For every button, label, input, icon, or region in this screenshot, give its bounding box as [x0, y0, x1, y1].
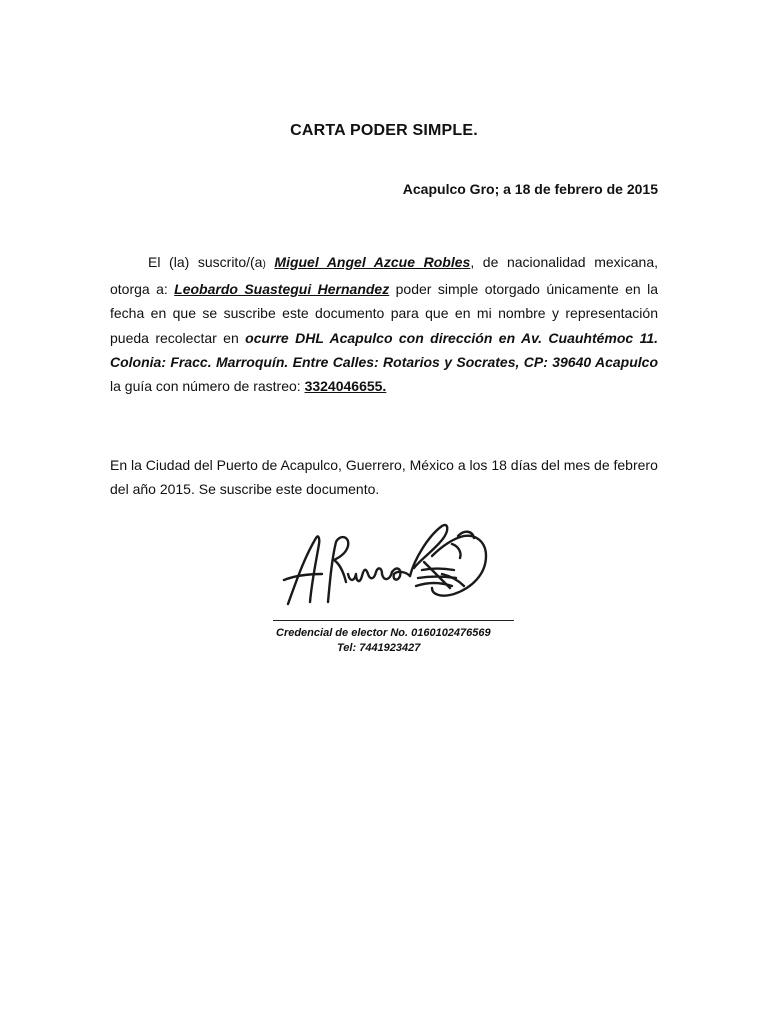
date-line: Acapulco Gro; a 18 de febrero de 2015 [402, 181, 658, 197]
grantor-name: Miguel Angel Azcue Robles [274, 254, 471, 270]
document-title: CARTA PODER SIMPLE. [290, 122, 478, 139]
pickup-location: ocurre DHL Acapulco con dirección en Av. Cuauhtémoc 11. Colonia: Fracc. Marroquín. Entre Calles: Rotarios y Socrates, CP: 39640 Acapulco [110, 329, 659, 370]
city-paragraph: En la Ciudad del Puerto de Acapulco, Guerrero, México a los 18 días del mes de febrero del año 2015. Se suscribe este documento. [110, 457, 658, 497]
phone-number: Tel: 7441923427 [337, 642, 421, 654]
power-of-attorney-paragraph [110, 250, 658, 398]
paragraph-text-3: la guía con número de rastreo: [110, 378, 305, 395]
paragraph-text-1: , de nacionalidad mexicana, otorga a: [110, 254, 659, 298]
paragraph-text-2: poder simple otorgado únicamente en la fecha en que se suscribe este documento para que en mi nombre y representación pueda recolectar en [110, 281, 658, 346]
grantee-name: Leobardo Suastegui Hernandez [174, 281, 390, 298]
signature-line [273, 620, 514, 621]
paragraph-prefix: El (la) suscrito/(a [148, 254, 263, 270]
tracking-number: 3324046655. [304, 378, 387, 395]
paragraph-paren: ) [262, 259, 266, 270]
voter-credential: Credencial de elector No. 0160102476569 [276, 627, 491, 639]
handwritten-signature [282, 516, 496, 612]
